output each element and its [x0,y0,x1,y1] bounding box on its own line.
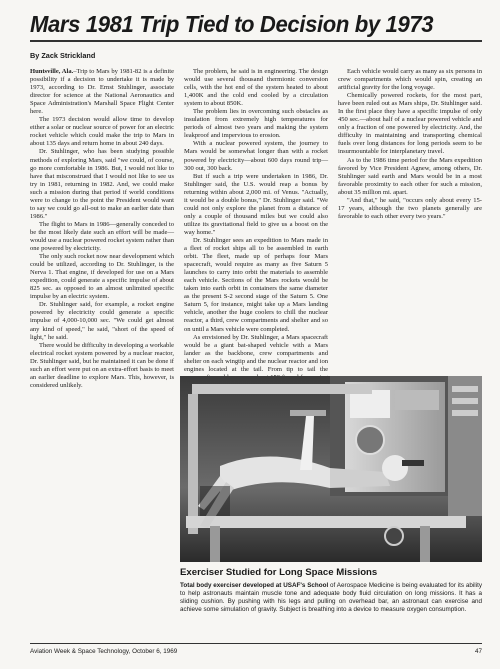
article-paragraph: Chemically powered rockets, for the most part, have been ruled out as Mars ships, Dr. Stuhlinger said. In the first place they have a specific impulse of only 450 sec.—about half of a nuclear powered vehicle and only a fraction of one powered by electricity. And, the difficulty in maintaining and transporting chemical fuels over long distances for long periods seem to be insurmountable for interplanetary travel. [338,92,482,156]
article-paragraph: The problem, he said is in engineering. The design would use several thousand thermionic conversion cells, with the hot end of the system heated to about 1,400K and the cold end cooled by a circulation system to about 850K. [184,68,328,108]
headline-rule [30,40,482,42]
photo-caption-title: Exerciser Studied for Long Space Missions [180,567,378,578]
article-body [30,68,482,404]
exerciser-photo [180,376,482,562]
magazine-page [30,10,482,660]
article-paragraph: The problem lies in overcoming such obstacles as insulation from extremely high temperatures for periods of almost two years and making the system leakproof and impervious to erosion. [184,108,328,140]
page-footer [30,648,482,655]
photo-caption [180,582,482,614]
article-paragraph: Dr. Stuhlinger sees an expedition to Mars made in a fleet of rocket ships all to be assembled in earth orbit. The fleet, made up of perhaps four Mars spacecraft, would require as many as five Saturn 5 launches to carry into orbit the materials to assemble each vehicle. Sections of the Mars rockets would be taken into earth orbit in containers the same diameter as the present S-2 second stage of the Saturn 5. One Saturn 5, for instance, might take up a Mars landing vehicle, another the huge coolers to chill the nuclear reactor, a third, crew compartments and shelter and so on until a Mars vehicle were completed. [184,236,328,333]
article-paragraph: Dr. Stuhlinger, who has been studying possible methods of exploring Mars, said "we could, of course, go more comfortable in 1986. But, I would not like to have that misconstrued that I would not like to see us try in 1981, returning in 1982. And, we could make such a mission during that period if world conditions were to change to the point the President would want to say we could go all-out to make an earlier date than 1986." [30,148,174,220]
article-paragraph: There would be difficulty in developing a workable electrical rocket system powered by a nuclear reactor, Dr. Stuhlinger said, but he maintained it can be done if such an effort were put on an extra-effort basis to meet an earlier deadline to explore Mars. This, however, is considered unlikely. [30,341,174,389]
article-paragraph: Dr. Stuhlinger said, for example, a rocket engine powered by electricity could generate a specific impulse of 4,000-10,000 sec. "We could get almost any kind of speed," he said, "short of the speed of light," he said. [30,301,174,341]
article-paragraph: The flight to Mars in 1986—generally conceded to be the most likely date such an effort will be made—would use a nuclear powered rocket system rather than one powered by electricity. [30,220,174,253]
article-paragraph: With a nuclear powered system, the journey to Mars would be somewhat longer than with a rocket powered by electricity—about 600 days round trip—300 out, 300 back. [184,140,328,172]
exerciser-photo-image [180,376,482,562]
page-number: 47 [474,648,482,655]
article-paragraph: The only such rocket now near development which could be utilized, according to Dr. Stuhlinger, is the Nerva 1. That engine, if developed for use on a Mars expedition, could generate a specific impulse of about 825 sec. as opposed to an almost unlimited specific impulse by an electric system. [30,253,174,301]
article-paragraph: But if such a trip were undertaken in 1986, Dr. Stuhlinger said, the U.S. would reap a bonus by returning within about 2,000 mi. of Venus. "Actually, it would be a double bonus," Dr. Stuhlinger said. "We could not only explore the planet from a distance of only a couple of thousand miles but we could also utilize its gravitational field to give us a boost on the way home." [184,172,328,236]
article-paragraph: "And that," he said, "occurs only about every 15-17 years, although the two planets generally are favorable to each other every two years." [338,196,482,220]
article-paragraph: As envisioned by Dr. Stuhlinger, a Mars spacecraft would be a giant bat-shaped vehicle with a Mars lander as the backbone, crew compartments and shelter on each wingtip and the nuclear reactor and ion engines located at the tail. From tip to tail the [184,333,328,373]
article-byline: By Zack Strickland [30,51,96,60]
article-paragraph: As to the 1986 time period for the Mars expedition favored by Vice President Agnew, among others, Dr. Stuhlinger said earth and Mars would be in a most favorable proximity to each other for such a mission, about 35 million mi. apart. [338,156,482,196]
article-paragraph: Huntsville, Ala.–Trip to Mars by 1981-82 is a definite possibility if a decision to undertake it is made by 1973, according to Dr. Ernst Stuhlinger, associate director for science at the National Aeronautics and Space Administration's Marshall Space Flight Center here. [30,68,174,116]
photo-caption-lead: Total body exerciser developed at USAF's School [180,582,329,589]
photo-caption-text: of Aerospace Medicine is being evaluated for its ability to help astronauts maintain muscle tone and adequate body fluid circulation on long missions. It has a sliding cushion. By pushing with his legs and pulling on overhead bar, an astronaut can exercise and achieve some simulation of gravity. Subject is breathing into a device to measure oxygen consumption. [180,582,482,613]
footer-rule [30,643,482,644]
article-paragraph: Each vehicle would carry as many as six persons in crew compartments which would spin, creating an artificial gravity for the long voyage. [338,68,482,92]
article-paragraph: The 1973 decision would allow time to develop either a solar or nuclear source of power for an electric rocket vehicle which could make the trip to Mars in about 135 days and return home in about 240 days. [30,116,174,148]
article-dateline: Huntsville, Ala. [30,68,74,75]
article-headline: Mars 1981 Trip Tied to Decision by 1973 [30,11,434,37]
publication-info: Aviation Week & Space Technology, October 6, 1969 [30,648,178,655]
